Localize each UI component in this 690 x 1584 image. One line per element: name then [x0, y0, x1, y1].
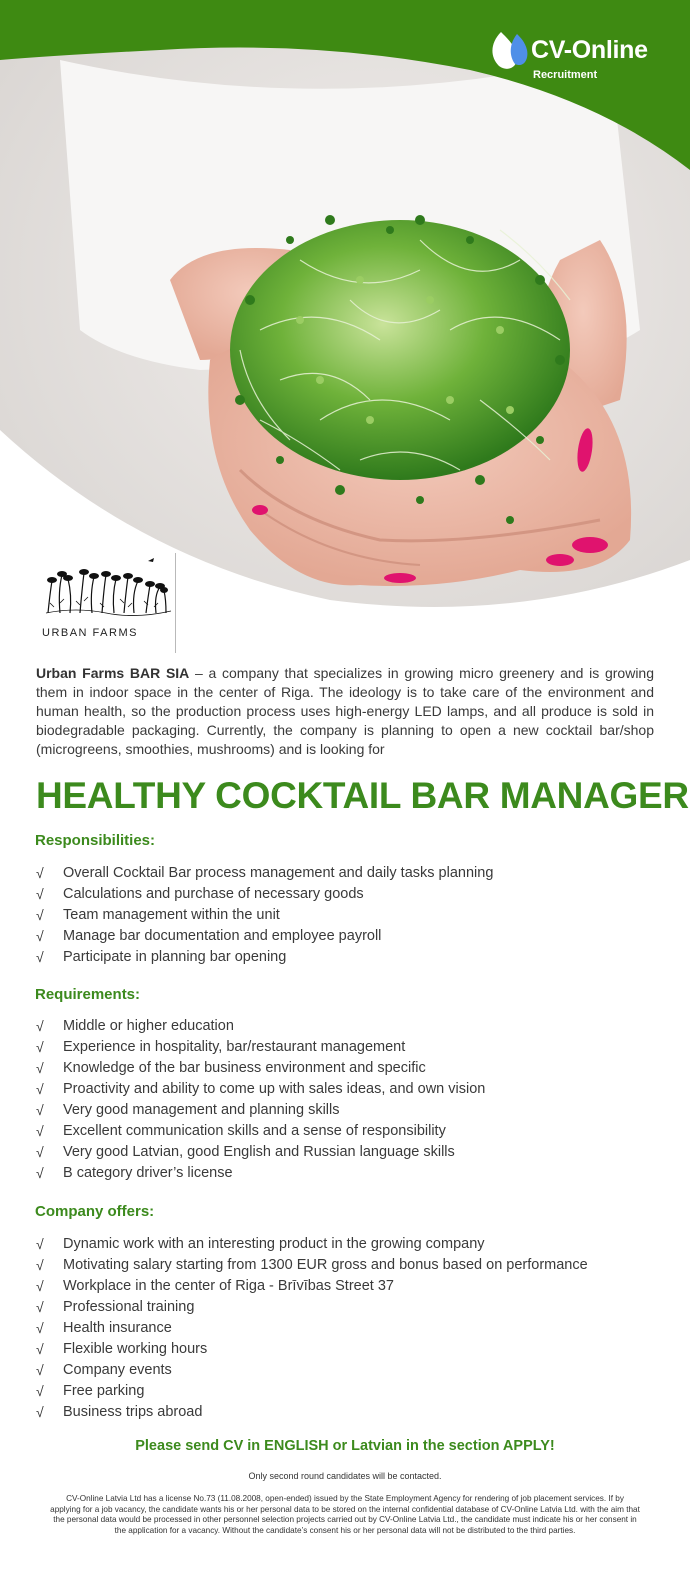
cv-online-drop-icon [487, 28, 529, 72]
check-icon: √ [36, 907, 44, 923]
list-item: √ Experience in hospitality, bar/restaurant management [36, 1037, 656, 1058]
check-icon: √ [36, 928, 44, 944]
check-icon: √ [36, 1236, 44, 1252]
logo-divider [175, 553, 176, 653]
check-icon: √ [36, 865, 44, 881]
check-icon: √ [36, 1404, 44, 1420]
intro-text: – a company that specializes in growing micro greenery and is growing them in indoor space in the center of Riga. The ideology is to take care of the environment and human health, so the production process uses high-energy LED lamps, and all produce is sold in biodegradable packaging. Currently, the company is planning to open a new cocktail bar/shop (microgreens, smoothies, mushrooms) and is looking for [36, 665, 654, 757]
list-item: √ Middle or higher education [36, 1016, 656, 1037]
check-icon: √ [36, 1341, 44, 1357]
check-icon: √ [36, 1123, 44, 1139]
offers-heading: Company offers: [35, 1203, 155, 1220]
list-item: √ Participate in planning bar opening [36, 947, 656, 968]
contact-note: Only second round candidates will be contacted. [248, 1471, 442, 1481]
apply-instruction: Please send CV in ENGLISH or Latvian in the section APPLY! [135, 1438, 555, 1454]
company-intro [36, 664, 654, 759]
list-item: √ Very good Latvian, good English and Russian language skills [36, 1142, 656, 1163]
list-item: √ Company events [36, 1360, 656, 1381]
check-icon: √ [36, 1383, 44, 1399]
legal-disclaimer: CV-Online Latvia Ltd has a license No.73 (11.08.2008, open-ended) issued by the State Employment Agency for rendering of job placement services. If by applying for a job vacancy, the candidate wants his or her personal data to be stored on the internal confidential database of CV-Online Latvia Ltd. with the aim that the personal data would be processed in other personnel selection projects carried out by CV-Online Latvia Ltd., the candidate must indicate his or her consent in the application for a vacancy. Without the candidate’s consent his or her personal data will not be distributed to the third parties. [50, 1494, 640, 1535]
brand-subtitle: Recruitment [533, 69, 598, 81]
check-icon: √ [36, 1039, 44, 1055]
list-item: √ Free parking [36, 1381, 656, 1402]
list-item: √ Dynamic work with an interesting product in the growing company [36, 1234, 656, 1255]
list-item: √ Business trips abroad [36, 1402, 656, 1423]
list-item: √ Motivating salary starting from 1300 EUR gross and bonus based on performance [36, 1255, 656, 1276]
list-item: √ Proactivity and ability to come up with sales ideas, and own vision [36, 1079, 656, 1100]
list-item: √ Calculations and purchase of necessary goods [36, 884, 656, 905]
check-icon: √ [36, 1320, 44, 1336]
check-icon: √ [36, 1362, 44, 1378]
check-icon: √ [36, 1060, 44, 1076]
list-item: √ Health insurance [36, 1318, 656, 1339]
list-item: √ Flexible working hours [36, 1339, 656, 1360]
list-item: √ Knowledge of the bar business environment and specific [36, 1058, 656, 1079]
job-title: HEALTHY COCKTAIL BAR MANAGER [36, 775, 689, 816]
responsibilities-heading: Responsibilities: [35, 832, 156, 849]
urban-farms-name: URBAN FARMS [42, 627, 138, 639]
list-item: √ Manage bar documentation and employee payroll [36, 926, 656, 947]
list-item: √ Workplace in the center of Riga - Brīvības Street 37 [36, 1276, 656, 1297]
check-icon: √ [36, 1144, 44, 1160]
list-item: √ Team management within the unit [36, 905, 656, 926]
check-icon: √ [36, 1018, 44, 1034]
list-item: √ Very good management and planning skills [36, 1100, 656, 1121]
check-icon: √ [36, 949, 44, 965]
check-icon: √ [36, 1299, 44, 1315]
brand-name: CV-Online [531, 36, 648, 64]
requirements-heading: Requirements: [35, 986, 141, 1003]
list-item: √ Overall Cocktail Bar process management and daily tasks planning [36, 863, 656, 884]
check-icon: √ [36, 1257, 44, 1273]
check-icon: √ [36, 1081, 44, 1097]
hero-banner [0, 0, 690, 625]
requirements-list [36, 1016, 656, 1184]
responsibilities-list [36, 863, 656, 968]
offers-list [36, 1234, 656, 1423]
list-item: √ Excellent communication skills and a sense of responsibility [36, 1121, 656, 1142]
check-icon: √ [36, 1165, 44, 1181]
list-item: √ B category driver’s license [36, 1163, 656, 1184]
cv-online-logo [487, 28, 677, 84]
company-name: Urban Farms BAR SIA [36, 665, 190, 681]
list-item: √ Professional training [36, 1297, 656, 1318]
check-icon: √ [36, 1102, 44, 1118]
hero-image [0, 0, 690, 625]
check-icon: √ [36, 1278, 44, 1294]
check-icon: √ [36, 886, 44, 902]
